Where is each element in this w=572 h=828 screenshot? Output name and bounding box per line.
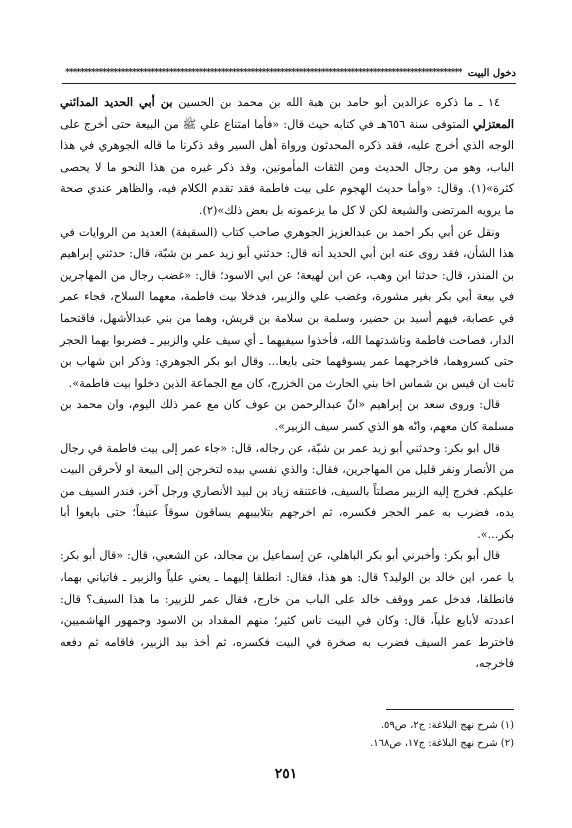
footnote-2: (٢) شرح نهج البلاغة: ج١٧، ص١٦٨. (370, 738, 514, 749)
paragraph-3 (60, 394, 514, 437)
paragraph-4-text: قال ابو بكر: وحدثني أبو زيد عمر بن شبّة، عن رجاله، قال: «جاء عمر إلى بيت فاطمة في رجال من الأنصار ونفر قليل من المهاجرين، فقال: والذي نفسي بيده لتخرجن إلى البيعة او لأحرقن البيت عليكم. فخرج إليه الزبير مصلتاً بالسيف، فاعتنقه زياد بن لبيد الأنصاري ورجل آخر، فندر السيف من يده، فضرب به عمر الحجر فكسره، ثم اخرجهم بتلابيبهم يساقون سوقاً عنيفاً؛ حتى بايعوا أبا بكر...». (60, 441, 514, 541)
paragraph-2-text: ونقل عن أبي بكر احمد بن عبدالعزيز الجوهري صاحب كتاب (السقيفة) العديد من الروايات في هذا الشأن، فقد روى عنه ابن أبي الحديد أنه قال: حدثني أبو زيد عمر بن شبّة، قال: حدثني إبراهيم بن المنذر، قال: حدثنا ابن وهب، عن ابن لهيعة؛ عن ابي الاسود؛ قال: «غضب رجال من المهاجرين في بيعة أبي بكر بغير مشورة، وغضب علي والزبير، فدخلا بيت فاطمة، معهما السلاح، فجاء عمر في عصابة، فيهم أسيد بن حضير، وسلمة بن سلامة بن قريش، وهما من بني عبدالأشهل، فاقتحما الدار، فصاحت فاطمة وناشدتهما الله، فأخذوا سيفيهما ـ أي سيف علي والزبير ـ فضربوا بهما الحجر حتى كسروهما، فاخرجهما عمر يسوقهما حتى بايعا... وقال ابو بكر الجوهري: وذكر ابن شهاب بن ثابت ان قيس بن شماس اخا بني الحارث من الخزرج، كان مع الجماعة الذين دخلوا بيت فاطمة». (60, 225, 514, 390)
header-ornament: *********************************************************************************************************** (65, 68, 462, 78)
page-number: ٢٥١ (274, 766, 298, 782)
paragraph-5-text: قال أبو بكر: وأخبرني أبو بكر الباهلي، عن إسماعيل بن مجالد، عن الشعبي، قال: «قال أبو بكر: يا عمر، اين خالد بن الوليد؟ قال: هو هذا، فقال: انطلقا إليهما ـ يعني علياً والزبير ـ فاتياني بهما، فانطلقا، فدخل عمر ووقف خالد على الباب من خارج، فقال عمر للزبير: ما هذا السيف؟ قال: اعددته لأبايع علياً، قال: وكان في البيت ناس كثير؛ منهم المقداد بن الاسود وجمهور الهاشميين، فاخترط عمر السيف فضرب به صخرة في البيت فكسره، ثم أخذ بيد الزبير، فاقامه ثم دفعه فاخرجه، (60, 549, 514, 671)
paragraph-3-text: قال: وروى سعد بن إبراهيم «انّ عبدالرحمن بن عوف كان مع عمر ذلك اليوم، وان محمد بن مسلمة كان معهم، وانّه هو الذي كسر سيف الزبير». (60, 398, 514, 433)
footnote-1: (١) شرح نهج البلاغة: ج٢، ص٥٩. (380, 720, 514, 731)
paragraph-1-bold: بن أبي الحديد المدائني المعتزلي (60, 95, 514, 131)
running-header (62, 66, 516, 80)
paragraph-5 (60, 545, 514, 675)
header-rule (62, 83, 516, 84)
paragraph-4 (60, 438, 514, 546)
header-title: دخول البيت (467, 67, 516, 79)
paragraph-1-rest: المتوفى سنة ٦٥٦هـ في كتابه حيث قال: «فأما امتناع علي ﷺ من البيعة حتى أخرج على الوجه الذي أخرج عليه، فقد ذكره المحدثون ورواة أهل السير وقد ذكرنا ما قاله الجوهري في هذا الباب، وهو من رجال الحديث ومن الثقات المأمونين، وقد ذكر غيره من هذا النحو ما لا يحصى كثرة»(١). وقال: «وأما حديث الهجوم على بيت فاطمة فقد تقدم الكلام فيه، والظاهر عندي صحة ما يرويه المرتضى والشيعة لكن لا كل ما يزعمونه بل بعض ذلك»(٢). (60, 117, 514, 217)
footnote-divider (386, 709, 514, 710)
paragraph-2 (60, 222, 514, 395)
main-text (60, 92, 514, 675)
paragraph-1 (60, 92, 514, 222)
paragraph-1-lead: ١٤ ـ ما ذكره عزالدين أبو حامد بن هبة الله بن محمد بن الحسين (172, 96, 500, 109)
footnotes (60, 717, 514, 753)
